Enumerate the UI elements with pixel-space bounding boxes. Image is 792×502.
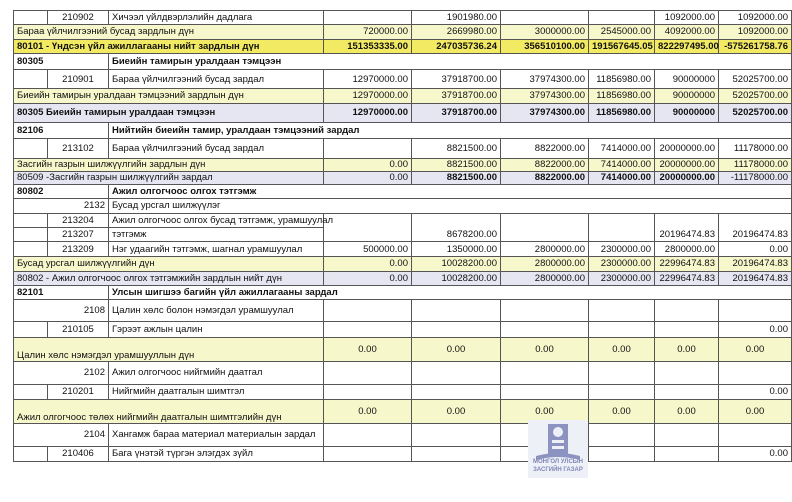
account-code: 210902: [48, 11, 109, 25]
account-name: Хичээл үйлдвэрлэлийн дадлага: [109, 11, 324, 25]
group-header-row: [14, 199, 792, 213]
group-title: Ажил олгогчоос нийгмийн даатгал: [109, 362, 324, 384]
subtotal-row: Цалин хөлс нэмэгдэл урамшууллын дүн 0.00 0.00 0.00 0.00 0.00 0.00: [14, 337, 792, 361]
section-title: Улсын шигшээ багийн үйл ажиллагааны зардал: [109, 285, 792, 299]
table-row: 210901 Бараа үйлчилгээний бусад зардал 12970000.00 37918700.00 37974300.00 11856980.00 90000000 52025700.00: [14, 70, 792, 89]
subtotal-label: Биеийн тамирын уралдаан тэмцээний зардлын дүн: [14, 89, 324, 103]
table-row: 210902 Хичээл үйлдвэрлэлийн дадлага 1901980.00 1092000.00 1092000.00: [14, 11, 792, 25]
section-code: 80305: [14, 53, 109, 69]
subtotal-label: Бараа үйлчилгээний бусад зардлын дүн: [14, 25, 324, 39]
account-code: 213102: [48, 139, 109, 158]
account-code: 210406: [48, 446, 109, 461]
group-code: 2108: [14, 300, 109, 322]
group-title: Цалин хөлс болон нэмэгдэл урамшуулал: [109, 300, 324, 322]
group-code: 2132: [14, 199, 109, 213]
account-name: Нийгмийн даатгалын шимтгэл: [109, 384, 324, 399]
account-name: Нэг удаагийн тэтгэмж, шагнал урамшуулал: [109, 242, 324, 257]
account-name: Гэрээт ажлын цалин: [109, 322, 324, 337]
group-header-row: [14, 362, 792, 384]
account-code: 210201: [48, 384, 109, 399]
section-code: 80802: [14, 185, 109, 199]
subtotal-row: Бараа үйлчилгээний бусад зардлын дүн 720000.00 2669980.00 3000000.00 2545000.00 4092000.00 1092000.00: [14, 25, 792, 39]
total-label: 80101 - Үндсэн үйл ажиллагааны нийт зардлын дүн: [14, 39, 324, 53]
section-code: 82101: [14, 285, 109, 299]
total-row: 80802 - Ажил олгогчоос олгох тэтгэмжийн зардлын нийт дүн 0.00 10028200.00 2800000.00 2300000.00 22996474.83 20196474.83: [14, 271, 792, 285]
section-title: Биеийн тамирын уралдаан тэмцээн: [109, 53, 792, 69]
subtotal-row: Биеийн тамирын уралдаан тэмцээний зардлын дүн 12970000.00 37918700.00 37974300.00 11856980.00 90000000 52025700.00: [14, 89, 792, 103]
section-code: 82106: [14, 122, 109, 138]
subtotal-row: Ажил олгогчоос төлөх нийгмийн даатгалын шимтгэлийн дүн 0.00 0.00 0.00 0.00 0.00 0.00: [14, 399, 792, 423]
section-header-row: [14, 185, 792, 199]
account-code: 210901: [48, 70, 109, 89]
group-code: 2104: [14, 424, 109, 446]
total-label: 80509 -Засгийн газрын шилжүүлгийн зардал: [14, 171, 324, 184]
total-label: 80305 Биеийн тамирын уралдаан тэмцээн: [14, 103, 324, 122]
section-header-row: [14, 285, 792, 299]
table-row: 213207 тэтгэмж 8678200.00 20196474.83 20196474.83: [14, 227, 792, 241]
section-title: Нийтийн биеийн тамир, уралдаан тэмцээний зардал: [109, 122, 792, 138]
account-name: Бараа үйлчилгээний бусад зардал: [109, 70, 324, 89]
table-row: 210406 Бага үнэтэй түргэн элэгдэх зүйл 0.00: [14, 446, 792, 461]
total-row: 80509 -Засгийн газрын шилжүүлгийн зардал 0.00 8821500.00 8822000.00 7414000.00 20000000.00 -11178000.00: [14, 171, 792, 184]
section-title: Ажил олгогчоос олгох тэтгэмж: [109, 185, 792, 199]
account-name: Ажил олгогчоос олгох бусад тэтгэмж, урамшуулал: [109, 213, 324, 227]
account-code: 213207: [48, 227, 109, 241]
table-row: 213102 Бараа үйлчилгээний бусад зардал 8821500.00 8822000.00 7414000.00 20000000.00 11178000.00: [14, 139, 792, 158]
account-name: Бараа үйлчилгээний бусад зардал: [109, 139, 324, 158]
group-header-row: [14, 424, 792, 446]
account-code: 213209: [48, 242, 109, 257]
account-name: тэтгэмж: [109, 227, 324, 241]
budget-table: [13, 10, 792, 462]
account-name: Бага үнэтэй түргэн элэгдэх зүйл: [109, 446, 324, 461]
group-header-row: [14, 300, 792, 322]
subtotal-label: Ажил олгогчоос төлөх нийгмийн даатгалын шимтгэлийн дүн: [14, 399, 324, 423]
total-row: 80305 Биеийн тамирын уралдаан тэмцээн 12970000.00 37918700.00 37974300.00 11856980.00 90000000 52025700.00: [14, 103, 792, 122]
subtotal-row: Бусад урсгал шилжүүлгийн дүн 0.00 10028200.00 2800000.00 2300000.00 22996474.83 20196474.83: [14, 257, 792, 271]
table-row: [14, 213, 792, 227]
subtotal-row: Засгийн газрын шилжүүлгийн зардлын дүн 0.00 8821500.00 8822000.00 7414000.00 20000000.00 11178000.00: [14, 158, 792, 171]
subtotal-label: Цалин хөлс нэмэгдэл урамшууллын дүн: [14, 337, 324, 361]
table-row: 210105 Гэрээт ажлын цалин 0.00: [14, 322, 792, 337]
section-header-row: [14, 53, 792, 69]
subtotal-label: Бусад урсгал шилжүүлгийн дүн: [14, 257, 324, 271]
total-label: 80802 - Ажил олгогчоос олгох тэтгэмжийн зардлын нийт дүн: [14, 271, 324, 285]
total-row: 80101 - Үндсэн үйл ажиллагааны нийт зардлын дүн 151353335.00 247035736.24 356510100.00 191567645.05 822297495.00 -575261758.76: [14, 39, 792, 53]
subtotal-label: Засгийн газрын шилжүүлгийн зардлын дүн: [14, 158, 324, 171]
group-title: Хангамж бараа материал материалын зардал: [109, 424, 324, 446]
stamp-caption: МОНГОЛ УЛСЫН ЗАСГИЙН ГАЗАР: [533, 459, 583, 473]
group-title: Бусад урсгал шилжүүлэг: [109, 199, 792, 213]
section-header-row: [14, 122, 792, 138]
account-code: 210105: [48, 322, 109, 337]
table-row: 210201 Нийгмийн даатгалын шимтгэл 0.00: [14, 384, 792, 399]
account-code: 213204: [48, 213, 109, 227]
table-row: 213209 Нэг удаагийн тэтгэмж, шагнал урамшуулал 500000.00 1350000.00 2800000.00 2300000.00 2800000.00 0.00: [14, 242, 792, 257]
group-code: 2102: [14, 362, 109, 384]
